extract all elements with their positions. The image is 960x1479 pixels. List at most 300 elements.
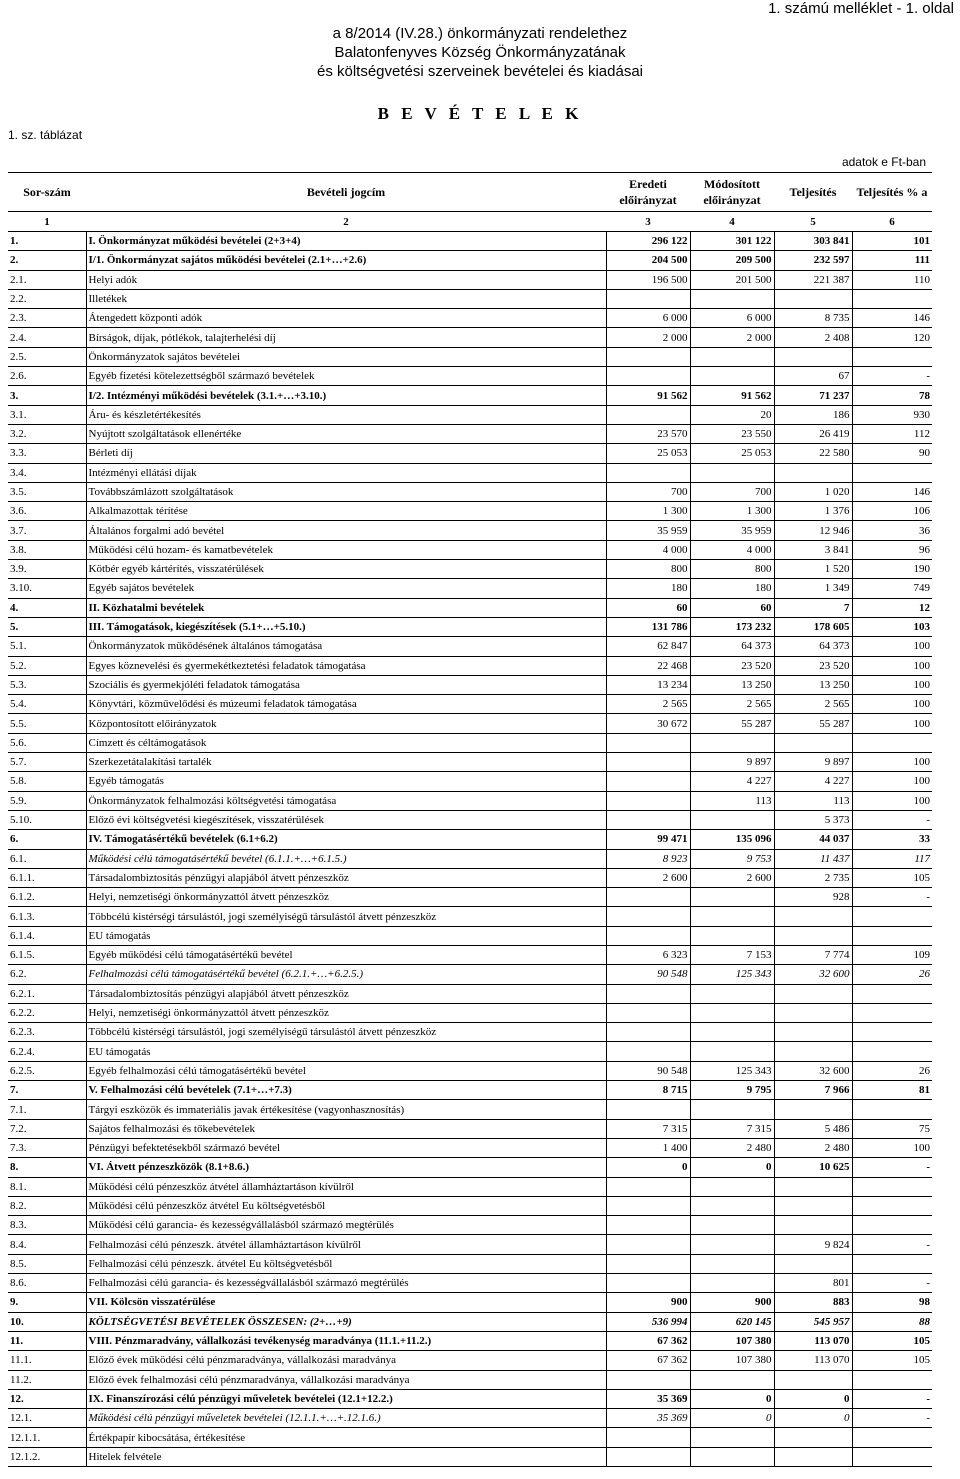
row-pct: 100 [852, 714, 932, 733]
row-eredeti [606, 888, 690, 907]
title-line: a 8/2014 (IV.28.) önkormányzati rendelethez [332, 25, 628, 42]
row-teljesites [774, 1370, 852, 1389]
row-pct: 100 [852, 753, 932, 772]
table-row [8, 540, 932, 559]
row-eredeti [606, 289, 690, 308]
row-label: Intézményi ellátási díjak [86, 463, 606, 482]
table-row [8, 270, 932, 289]
row-pct: 100 [852, 656, 932, 675]
row-number: 2.1. [8, 270, 86, 289]
row-eredeti: 180 [606, 579, 690, 598]
row-teljesites: 13 250 [774, 675, 852, 694]
row-label: Egyéb működési célú támogatásértékű bevétel [86, 945, 606, 964]
row-teljesites: 0 [774, 1409, 852, 1428]
table-row [8, 367, 932, 386]
row-eredeti [606, 1042, 690, 1061]
row-pct: - [852, 1409, 932, 1428]
row-number: 5.2. [8, 656, 86, 675]
row-teljesites [774, 1216, 852, 1235]
row-modositott: 0 [690, 1158, 774, 1177]
row-eredeti [606, 772, 690, 791]
row-pct: 100 [852, 772, 932, 791]
row-modositott: 9 753 [690, 849, 774, 868]
row-pct: 90 [852, 444, 932, 463]
row-number: 3.8. [8, 540, 86, 559]
row-teljesites: 5 486 [774, 1119, 852, 1138]
table-row [8, 560, 932, 579]
row-number: 12. [8, 1389, 86, 1408]
table-row [8, 405, 932, 424]
row-number: 3.5. [8, 482, 86, 501]
row-eredeti [606, 367, 690, 386]
row-pct: 26 [852, 965, 932, 984]
row-label: Önkormányzatok felhalmozási költségvetési támogatása [86, 791, 606, 810]
row-pct: 112 [852, 424, 932, 443]
row-pct: 88 [852, 1312, 932, 1331]
row-eredeti: 131 786 [606, 617, 690, 636]
row-pct: - [852, 810, 932, 829]
row-teljesites [774, 463, 852, 482]
row-teljesites: 1 376 [774, 502, 852, 521]
row-pct: 105 [852, 1331, 932, 1350]
row-teljesites: 7 [774, 598, 852, 617]
row-modositott: 107 380 [690, 1331, 774, 1350]
row-pct [852, 1196, 932, 1215]
row-pct: 33 [852, 830, 932, 849]
row-label: VIII. Pénzmaradvány, vállalkozási tevékenység maradványa (11.1.+11.2.) [86, 1331, 606, 1350]
row-number: 5.5. [8, 714, 86, 733]
row-pct: 78 [852, 386, 932, 405]
row-label: Átengedett központi adók [86, 309, 606, 328]
table-row [8, 1312, 932, 1331]
row-number: 5.6. [8, 733, 86, 752]
annex-label: 1. számú melléklet - 1. oldal [768, 0, 954, 17]
row-eredeti: 35 369 [606, 1409, 690, 1428]
row-modositott [690, 1274, 774, 1293]
row-pct [852, 1254, 932, 1273]
table-row [8, 386, 932, 405]
row-eredeti [606, 1370, 690, 1389]
row-label: Társadalombiztosítás pénzügyi alapjából átvett pénzeszköz [86, 984, 606, 1003]
row-label: Társadalombiztosítás pénzügyi alapjából átvett pénzeszköz [86, 868, 606, 887]
row-number: 5.1. [8, 637, 86, 656]
row-pct: 100 [852, 1138, 932, 1157]
row-teljesites: 545 957 [774, 1312, 852, 1331]
row-eredeti [606, 405, 690, 424]
row-label: Felhalmozási célú pénzeszk. átvétel Eu költségvetésből [86, 1254, 606, 1273]
row-pct: 100 [852, 675, 932, 694]
row-modositott: 173 232 [690, 617, 774, 636]
table-row [8, 444, 932, 463]
row-eredeti: 62 847 [606, 637, 690, 656]
row-eredeti: 8 923 [606, 849, 690, 868]
row-pct: - [852, 1235, 932, 1254]
row-modositott: 91 562 [690, 386, 774, 405]
row-label: Egyéb sajátos bevételek [86, 579, 606, 598]
row-teljesites: 178 605 [774, 617, 852, 636]
row-teljesites [774, 1428, 852, 1447]
table-row [8, 753, 932, 772]
row-eredeti: 196 500 [606, 270, 690, 289]
table-row [8, 1409, 932, 1428]
row-number: 3.6. [8, 502, 86, 521]
row-modositott: 113 [690, 791, 774, 810]
row-modositott [690, 733, 774, 752]
row-teljesites [774, 1196, 852, 1215]
table-row [8, 1138, 932, 1157]
row-modositott [690, 926, 774, 945]
row-number: 2.4. [8, 328, 86, 347]
table-row [8, 926, 932, 945]
row-teljesites: 801 [774, 1274, 852, 1293]
row-teljesites: 221 387 [774, 270, 852, 289]
table-row [8, 482, 932, 501]
row-label: Működési célú pénzeszköz átvétel államháztartáson kívülről [86, 1177, 606, 1196]
row-pct: - [852, 1274, 932, 1293]
title-line: Balatonfenyves Község Önkormányzatának [334, 44, 626, 61]
row-pct [852, 289, 932, 308]
row-label: I. Önkormányzat működési bevételei (2+3+4) [86, 232, 606, 251]
table-row [8, 1023, 932, 1042]
row-modositott: 135 096 [690, 830, 774, 849]
row-teljesites [774, 1023, 852, 1042]
row-number: 6.1.4. [8, 926, 86, 945]
row-modositott [690, 1023, 774, 1042]
row-pct: 75 [852, 1119, 932, 1138]
row-teljesites: 11 437 [774, 849, 852, 868]
row-eredeti: 8 715 [606, 1081, 690, 1100]
row-pct [852, 1042, 932, 1061]
row-teljesites: 64 373 [774, 637, 852, 656]
row-number: 5.8. [8, 772, 86, 791]
row-label: Előző évek felhalmozási célú pénzmaradványa, vállalkozási maradványa [86, 1370, 606, 1389]
row-label: VII. Kölcsön visszatérülése [86, 1293, 606, 1312]
table-row [8, 502, 932, 521]
row-eredeti [606, 1235, 690, 1254]
table-row [8, 309, 932, 328]
row-eredeti: 536 994 [606, 1312, 690, 1331]
row-teljesites: 9 824 [774, 1235, 852, 1254]
row-number: 1. [8, 232, 86, 251]
row-number: 6.1.3. [8, 907, 86, 926]
row-pct [852, 1003, 932, 1022]
col-jogcim: Bevételi jogcím [86, 173, 606, 212]
row-label: Kötbér egyéb kártérítés, visszatérülések [86, 560, 606, 579]
row-eredeti: 67 362 [606, 1331, 690, 1350]
row-teljesites [774, 347, 852, 366]
row-pct: 81 [852, 1081, 932, 1100]
row-modositott [690, 1235, 774, 1254]
row-pct [852, 1023, 932, 1042]
row-modositott [690, 810, 774, 829]
row-eredeti [606, 1196, 690, 1215]
table-row [8, 1158, 932, 1177]
row-teljesites: 67 [774, 367, 852, 386]
row-modositott: 4 000 [690, 540, 774, 559]
table-row [8, 1061, 932, 1080]
row-label: II. Közhatalmi bevételek [86, 598, 606, 617]
row-label: Felhalmozási célú garancia- és kezességvállalásból származó megtérülés [86, 1274, 606, 1293]
row-modositott: 13 250 [690, 675, 774, 694]
row-label: Bérleti díj [86, 444, 606, 463]
row-eredeti [606, 1274, 690, 1293]
row-pct: 117 [852, 849, 932, 868]
table-row [8, 849, 932, 868]
table-body [8, 232, 932, 1467]
row-label: Alkalmazottak térítése [86, 502, 606, 521]
row-modositott: 64 373 [690, 637, 774, 656]
row-number: 12.1.2. [8, 1447, 86, 1466]
row-modositott [690, 1042, 774, 1061]
row-teljesites [774, 733, 852, 752]
row-teljesites [774, 1177, 852, 1196]
row-number: 4. [8, 598, 86, 617]
row-number: 5. [8, 617, 86, 636]
row-modositott [690, 463, 774, 482]
row-label: EU támogatás [86, 926, 606, 945]
row-teljesites: 2 565 [774, 695, 852, 714]
row-modositott: 20 [690, 405, 774, 424]
row-number: 5.3. [8, 675, 86, 694]
row-pct: 111 [852, 251, 932, 270]
col-number: 3 [606, 212, 690, 232]
row-number: 11. [8, 1331, 86, 1350]
table-row [8, 1235, 932, 1254]
row-label: Felhalmozási célú támogatásértékű bevétel (6.2.1.+…+6.2.5.) [86, 965, 606, 984]
row-modositott: 2 000 [690, 328, 774, 347]
row-label: Felhalmozási célú pénzeszk. átvétel államháztartáson kívülről [86, 1235, 606, 1254]
row-number: 8.3. [8, 1216, 86, 1235]
row-modositott: 6 000 [690, 309, 774, 328]
row-modositott: 900 [690, 1293, 774, 1312]
row-label: Továbbszámlázott szolgáltatások [86, 482, 606, 501]
row-pct [852, 984, 932, 1003]
row-pct [852, 347, 932, 366]
row-modositott: 209 500 [690, 251, 774, 270]
row-label: Egyéb támogatás [86, 772, 606, 791]
row-modositott [690, 1370, 774, 1389]
row-eredeti: 23 570 [606, 424, 690, 443]
table-row [8, 810, 932, 829]
row-pct: 96 [852, 540, 932, 559]
row-number: 3.1. [8, 405, 86, 424]
row-teljesites: 928 [774, 888, 852, 907]
row-number: 12.1. [8, 1409, 86, 1428]
table-row [8, 463, 932, 482]
row-teljesites: 7 774 [774, 945, 852, 964]
table-row [8, 1119, 932, 1138]
row-modositott: 180 [690, 579, 774, 598]
table-row [8, 521, 932, 540]
table-row [8, 888, 932, 907]
table-row [8, 1081, 932, 1100]
row-number: 6. [8, 830, 86, 849]
row-eredeti [606, 907, 690, 926]
row-modositott: 23 550 [690, 424, 774, 443]
row-teljesites: 186 [774, 405, 852, 424]
section-title: B E V É T E L E K [377, 104, 583, 123]
row-label: Előző évek működési célú pénzmaradványa, vállalkozási maradványa [86, 1351, 606, 1370]
row-teljesites: 232 597 [774, 251, 852, 270]
row-label: Hitelek felvétele [86, 1447, 606, 1466]
row-label: Szerkezetátalakítási tartalék [86, 753, 606, 772]
row-eredeti [606, 1023, 690, 1042]
row-eredeti: 67 362 [606, 1351, 690, 1370]
row-number: 3.4. [8, 463, 86, 482]
row-modositott [690, 1177, 774, 1196]
row-teljesites: 9 897 [774, 753, 852, 772]
row-number: 10. [8, 1312, 86, 1331]
table-row [8, 868, 932, 887]
row-modositott: 0 [690, 1409, 774, 1428]
row-eredeti: 13 234 [606, 675, 690, 694]
row-number: 6.1.2. [8, 888, 86, 907]
row-pct [852, 926, 932, 945]
row-number: 5.4. [8, 695, 86, 714]
row-modositott: 620 145 [690, 1312, 774, 1331]
col-sorszam: Sor-szám [8, 173, 86, 212]
table-row [8, 1254, 932, 1273]
revenue-table [8, 172, 932, 1467]
row-number: 3.7. [8, 521, 86, 540]
table-row [8, 791, 932, 810]
row-teljesites [774, 984, 852, 1003]
row-modositott: 25 053 [690, 444, 774, 463]
row-pct [852, 1100, 932, 1119]
row-eredeti: 900 [606, 1293, 690, 1312]
row-eredeti: 0 [606, 1158, 690, 1177]
row-eredeti [606, 1216, 690, 1235]
table-row [8, 1428, 932, 1447]
row-eredeti: 204 500 [606, 251, 690, 270]
col-eredeti: Eredeti előirányzat [606, 173, 690, 212]
row-eredeti: 2 565 [606, 695, 690, 714]
row-teljesites [774, 1003, 852, 1022]
row-modositott: 35 959 [690, 521, 774, 540]
table-row [8, 907, 932, 926]
row-number: 8. [8, 1158, 86, 1177]
row-modositott [690, 1196, 774, 1215]
row-pct: 146 [852, 309, 932, 328]
column-number-row [8, 212, 932, 232]
row-number: 2.5. [8, 347, 86, 366]
row-teljesites [774, 1447, 852, 1466]
unit-note: adatok e Ft-ban [841, 155, 926, 169]
col-teljesites: Teljesítés [774, 173, 852, 212]
row-number: 6.2.2. [8, 1003, 86, 1022]
row-modositott [690, 1254, 774, 1273]
row-eredeti [606, 926, 690, 945]
row-eredeti: 1 400 [606, 1138, 690, 1157]
row-pct: 930 [852, 405, 932, 424]
row-label: Sajátos felhalmozási és tőkebevételek [86, 1119, 606, 1138]
row-modositott: 2 480 [690, 1138, 774, 1157]
table-row [8, 598, 932, 617]
row-eredeti: 99 471 [606, 830, 690, 849]
row-label: VI. Átvett pénzeszközök (8.1+8.6.) [86, 1158, 606, 1177]
col-number: 1 [8, 212, 86, 232]
row-label: Működési célú támogatásértékű bevétel (6.1.1.+…+6.1.5.) [86, 849, 606, 868]
row-modositott: 23 520 [690, 656, 774, 675]
row-modositott [690, 347, 774, 366]
row-teljesites [774, 289, 852, 308]
row-pct: 26 [852, 1061, 932, 1080]
row-modositott: 301 122 [690, 232, 774, 251]
row-teljesites: 883 [774, 1293, 852, 1312]
row-modositott: 107 380 [690, 1351, 774, 1370]
table-row [8, 328, 932, 347]
row-eredeti [606, 753, 690, 772]
row-number: 6.1. [8, 849, 86, 868]
row-number: 2.3. [8, 309, 86, 328]
row-label: Helyi, nemzetiségi önkormányzattól átvett pénzeszköz [86, 1003, 606, 1022]
table-row [8, 984, 932, 1003]
row-teljesites [774, 907, 852, 926]
row-teljesites: 32 600 [774, 1061, 852, 1080]
row-pct: 105 [852, 1351, 932, 1370]
table-row [8, 675, 932, 694]
row-modositott: 7 315 [690, 1119, 774, 1138]
row-modositott: 800 [690, 560, 774, 579]
row-eredeti: 35 959 [606, 521, 690, 540]
row-teljesites: 2 735 [774, 868, 852, 887]
row-teljesites: 303 841 [774, 232, 852, 251]
row-number: 6.2.4. [8, 1042, 86, 1061]
row-pct: - [852, 888, 932, 907]
row-eredeti: 2 000 [606, 328, 690, 347]
row-teljesites: 113 [774, 791, 852, 810]
row-teljesites: 7 966 [774, 1081, 852, 1100]
table-row [8, 1331, 932, 1350]
table-row [8, 733, 932, 752]
row-modositott: 9 795 [690, 1081, 774, 1100]
row-label: Működési célú pénzeszköz átvétel Eu költségvetésből [86, 1196, 606, 1215]
row-number: 7.3. [8, 1138, 86, 1157]
row-label: Többcélú kistérségi társulástól, jogi személyiségű társulástól átvett pénzeszköz [86, 907, 606, 926]
row-label: Könyvtári, közművelődési és múzeumi feladatok támogatása [86, 695, 606, 714]
row-pct: 109 [852, 945, 932, 964]
row-teljesites: 12 946 [774, 521, 852, 540]
row-label: Egyéb felhalmozási célú támogatásértékű bevétel [86, 1061, 606, 1080]
row-number: 6.2. [8, 965, 86, 984]
row-pct: - [852, 367, 932, 386]
table-row [8, 579, 932, 598]
row-number: 8.2. [8, 1196, 86, 1215]
col-szazalek: Teljesítés % a [852, 173, 932, 212]
table-row [8, 1003, 932, 1022]
row-label: Áru- és készletértékesítés [86, 405, 606, 424]
row-pct: 100 [852, 791, 932, 810]
row-label: Tárgyi eszközök és immateriális javak értékesítése (vagyonhasznosítás) [86, 1100, 606, 1119]
row-modositott: 4 227 [690, 772, 774, 791]
row-modositott [690, 1003, 774, 1022]
row-teljesites: 22 580 [774, 444, 852, 463]
row-label: Értékpapír kibocsátása, értékesítése [86, 1428, 606, 1447]
row-eredeti: 22 468 [606, 656, 690, 675]
document-title [250, 24, 710, 81]
row-teljesites: 1 520 [774, 560, 852, 579]
table-row [8, 656, 932, 675]
row-pct [852, 1177, 932, 1196]
row-eredeti [606, 1003, 690, 1022]
row-eredeti: 700 [606, 482, 690, 501]
row-pct: 101 [852, 232, 932, 251]
row-eredeti: 1 300 [606, 502, 690, 521]
row-number: 5.9. [8, 791, 86, 810]
row-label: Általános forgalmi adó bevétel [86, 521, 606, 540]
row-pct: 146 [852, 482, 932, 501]
row-pct: 12 [852, 598, 932, 617]
